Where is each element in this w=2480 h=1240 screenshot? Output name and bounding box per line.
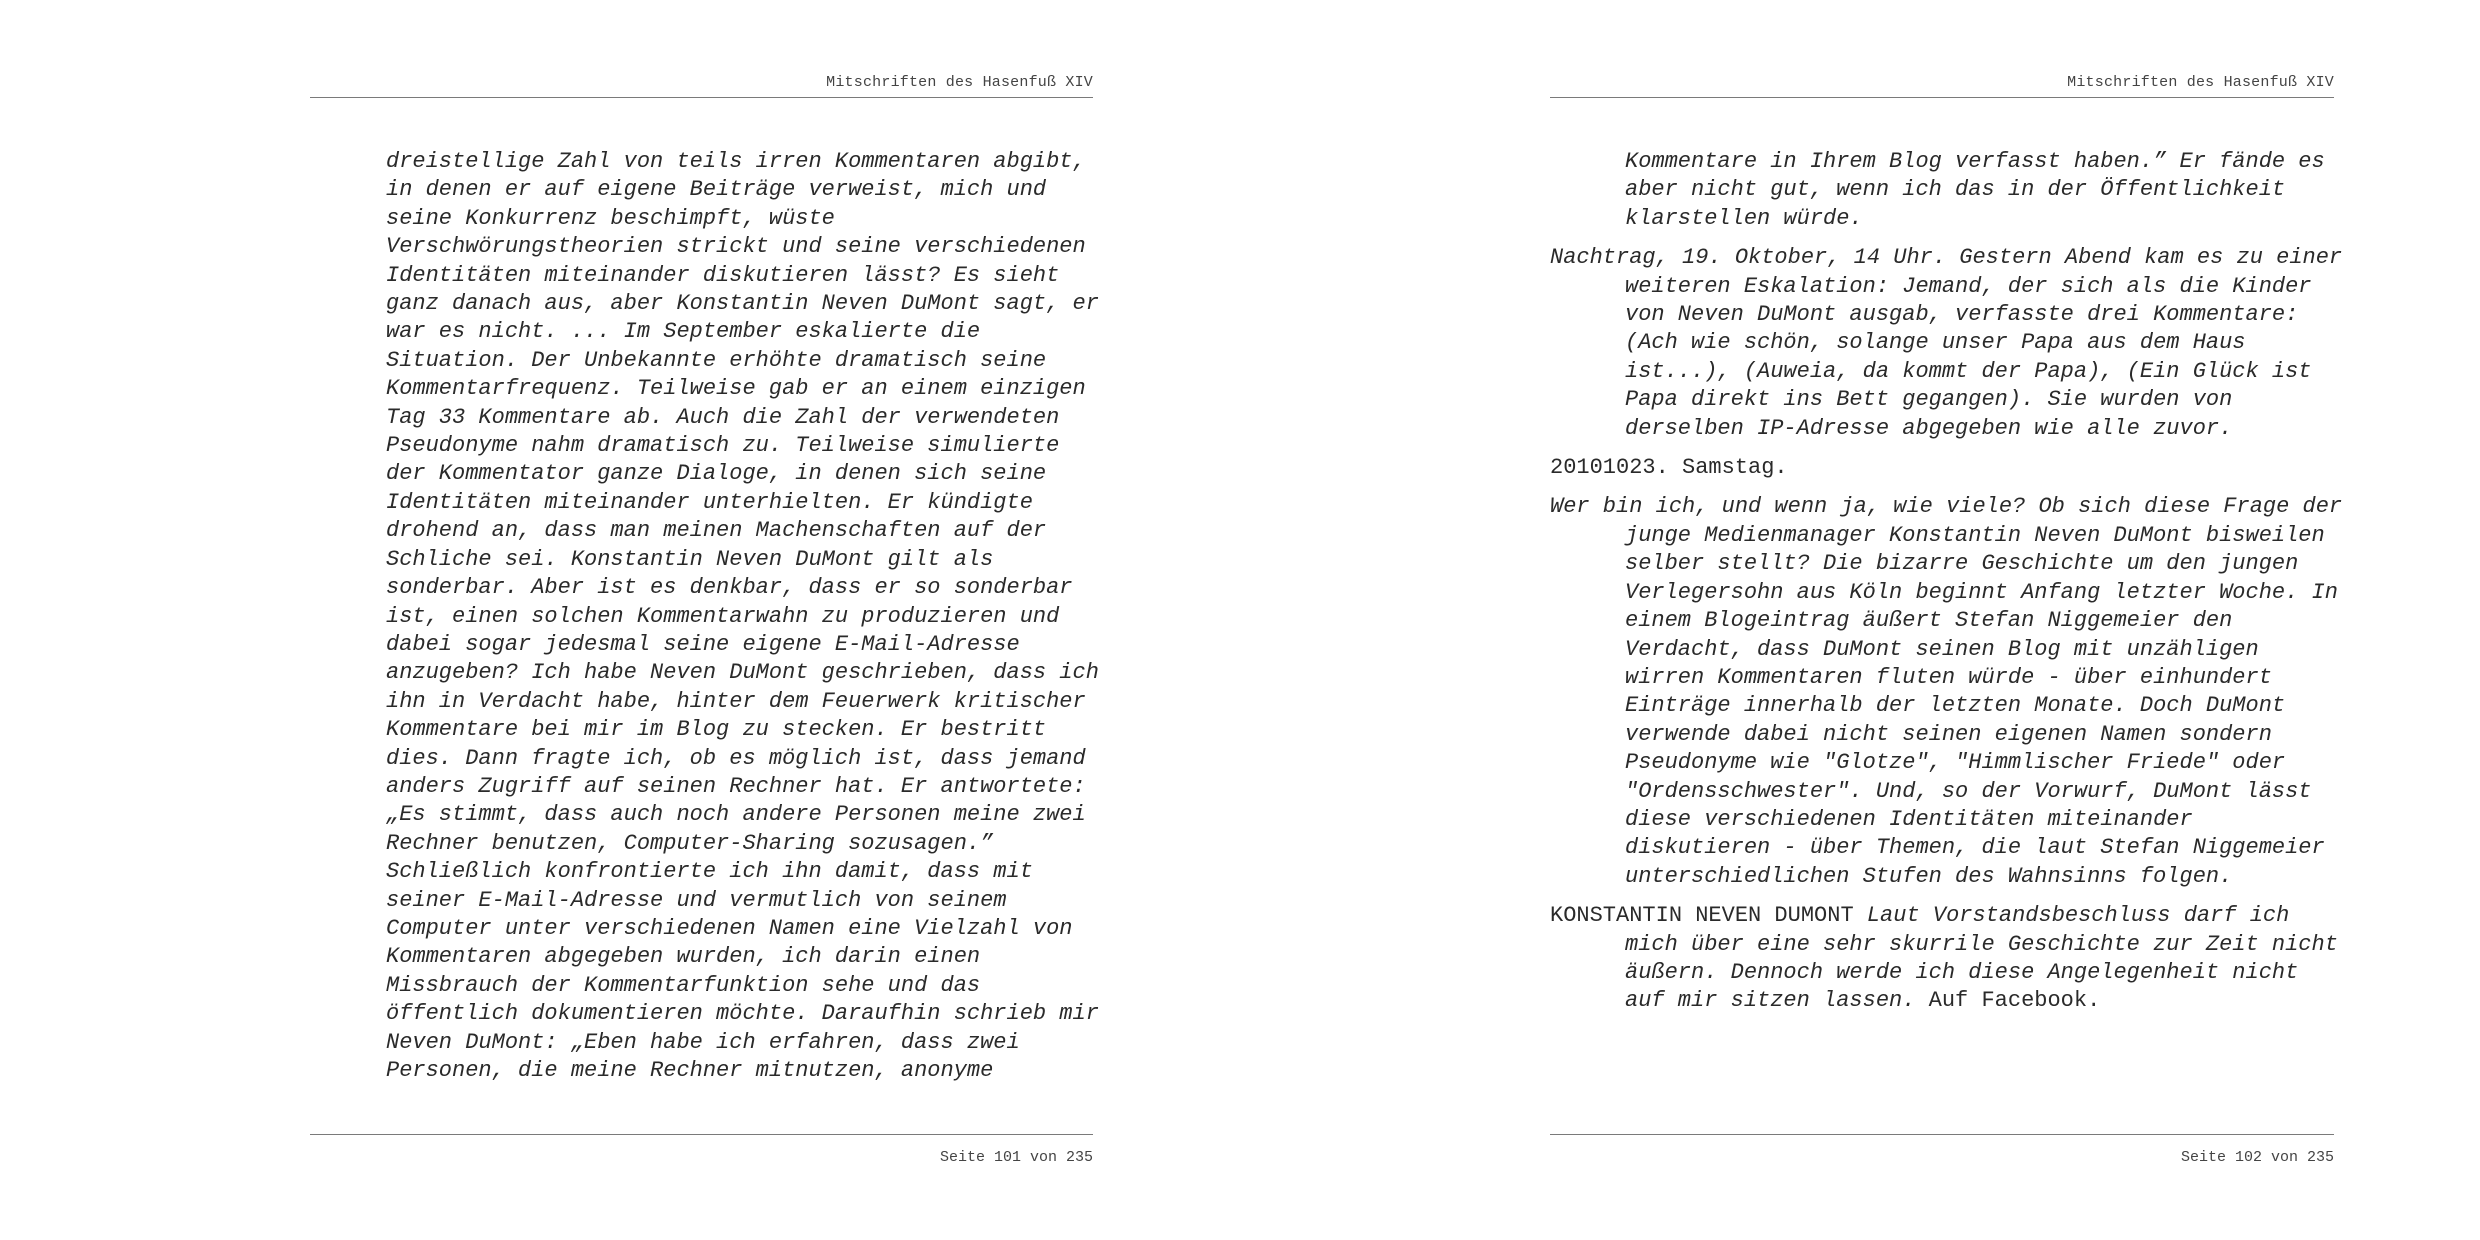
article-paragraph: Wer bin ich, und wenn ja, wie viele? Ob sich diese Frage der junge Medienmanager Konstantin Neven DuMont bisweilen selber stellt? Die bizarre Geschichte um den jungen Verlegersohn aus Köln beginnt Anfang letzter Woche. In einem Blogeintrag äußert Stefan Niggemeier den Verdacht, dass DuMont seinen Blog mit unzähligen wirren Kommentaren fluten würde - über einhundert Einträge innerhalb der letzten Monate. Doch DuMont verwende dabei nicht seinen eigenen Namen sondern Pseudonyme wie "Glotze", "Himmlischer Friede" oder "Ordensschwester". Und, so der Vorwurf, DuMont lässt diese verschiedenen Identitäten miteinander diskutieren - über Themen, die laut Stefan Niggemeier unterschiedlichen Stufen des Wahnsinns folgen. <box>1550 494 2343 889</box>
header-rule <box>1550 97 2334 98</box>
date-heading: 20101023. Samstag. <box>1550 455 1788 481</box>
header-rule <box>310 97 1093 98</box>
running-head: Mitschriften des Hasenfuß XIV <box>2067 74 2334 91</box>
page-number: Seite 102 von 235 <box>2180 1149 2334 1166</box>
speaker-name: KONSTANTIN NEVEN DUMONT <box>1550 903 1854 929</box>
page-body <box>1550 148 2350 1027</box>
quote-continuation: Kommentare in Ihrem Blog verfasst haben.” Er fände es aber nicht gut, wenn ich das in der Öffentlichkeit klarstellen würde. <box>1625 149 2325 231</box>
page-body-text: dreistellige Zahl von teils irren Kommentaren abgibt, in denen er auf eigene Beiträge verweist, mich und seine Konkurrenz beschimpft, wüste Verschwörungstheorien strickt und seine verschiedenen Identitäten miteinander diskutieren lässt? Es sieht ganz danach aus, aber Konstantin Neven DuMont sagt, er war es nicht. ... Im September eskalierte die Situation. Der Unbekannte erhöhte dramatisch seine Kommentarfrequenz. Teilweise gab er an einem einzigen Tag 33 Kommentare ab. Auch die Zahl der verwendeten Pseudonyme nahm dramatisch zu. Teilweise simulierte der Kommentator ganze Dialoge, in denen sich seine Identitäten miteinander unterhielten. Er kündigte drohend an, dass man meinen Machenschaften auf der Schliche sei. Konstantin Neven DuMont gilt als sonderbar. Aber ist es denkbar, dass er so sonderbar ist, einen solchen Kommentarwahn zu produzieren und dabei sogar jedesmal seine eigene E-Mail-Adresse anzugeben? Ich habe Neven DuMont geschrieben, dass ich ihn in Verdacht habe, hinter dem Feuerwerk kritischer Kommentare bei mir im Blog zu stecken. Er bestritt dies. Dann fragte ich, ob es möglich ist, dass jemand anders Zugriff auf seinen Rechner hat. Er antwortete: „Es stimmt, dass auch noch andere Personen meine zwei Rechner benutzen, Computer-Sharing sozusagen.” Schließlich konfrontierte ich ihn damit, dass mit seiner E-Mail-Adresse und vermutlich von seinem Computer unter verschiedenen Namen eine Vielzahl von Kommentaren abgegeben wurden, ich darin einen Missbrauch der Kommentarfunktion sehe und das öffentlich dokumentieren möchte. Daraufhin schrieb mir Neven DuMont: „Eben habe ich erfahren, dass zwei Personen, die meine Rechner mitnutzen, anonyme <box>386 149 1099 1083</box>
running-head: Mitschriften des Hasenfuß XIV <box>826 74 1093 91</box>
statement-paragraph <box>1550 902 2350 1016</box>
page-number: Seite 101 von 235 <box>939 1149 1093 1166</box>
statement-text: Laut Vorstandsbeschluss darf ich mich über eine sehr skurrile Geschichte zur Zeit nicht äußern. Dennoch werde ich diese Angelegenheit nicht auf mir sitzen lassen. <box>1625 903 2338 1014</box>
addendum-paragraph: Nachtrag, 19. Oktober, 14 Uhr. Gestern Abend kam es zu einer weiteren Eskalation: Jemand, der sich als die Kinder von Neven DuMont ausgab, verfasste drei Kommentare: (Ach wie schön, solange unser Papa aus dem Haus ist...), (Auweia, da kommt der Papa), (Ein Glück ist Papa direkt ins Bett gegangen). Sie wurden von derselben IP-Adresse abgegeben wie alle zuvor. <box>1550 245 2343 441</box>
footer-rule <box>1550 1134 2334 1135</box>
footer-rule <box>310 1134 1093 1135</box>
statement-tail: Auf Facebook. <box>1915 988 2101 1014</box>
right-page <box>1240 0 2480 1240</box>
